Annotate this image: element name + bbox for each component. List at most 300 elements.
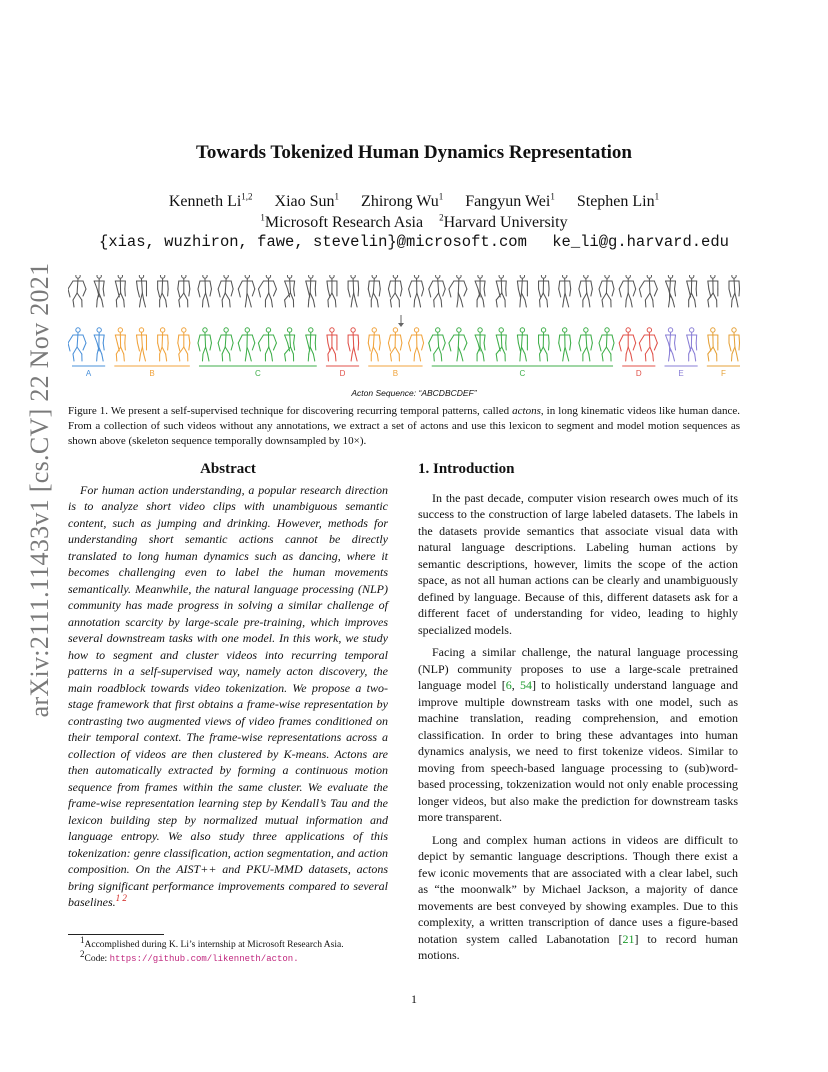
skeleton-figure-segmented bbox=[687, 328, 697, 361]
skeleton-figure-raw bbox=[68, 275, 86, 307]
skeleton-bone bbox=[136, 281, 137, 289]
skeleton-head bbox=[711, 328, 715, 332]
skeleton-bone bbox=[457, 300, 458, 307]
skeleton-bone bbox=[570, 335, 571, 343]
paper-title: Towards Tokenized Human Dynamics Representation bbox=[195, 142, 632, 163]
skeleton-bone bbox=[379, 343, 380, 350]
skeleton-bone bbox=[238, 281, 242, 289]
skeleton-bone bbox=[583, 347, 587, 354]
skeleton-bone bbox=[591, 289, 593, 296]
skeleton-bone bbox=[178, 289, 180, 297]
skeleton-bone bbox=[691, 293, 694, 300]
left-column bbox=[68, 461, 388, 911]
skeleton-bone bbox=[666, 335, 669, 343]
skeleton-bone bbox=[484, 335, 485, 343]
skeleton-bone bbox=[525, 354, 526, 361]
skeleton-bone bbox=[543, 347, 547, 354]
citation-link[interactable]: 6 bbox=[505, 678, 512, 692]
skeleton-bone bbox=[570, 281, 571, 289]
skeleton-bone bbox=[348, 343, 350, 351]
skeleton-bone bbox=[102, 300, 103, 307]
skeleton-bone bbox=[422, 335, 424, 343]
skeleton-bone bbox=[449, 343, 451, 351]
skeleton-bone bbox=[506, 281, 507, 289]
skeleton-bone bbox=[539, 289, 541, 297]
skeleton-bone bbox=[645, 347, 650, 354]
skeleton-bone bbox=[654, 289, 657, 296]
skeleton-bone bbox=[308, 354, 309, 361]
skeleton-bone bbox=[97, 300, 98, 307]
skeleton-bone bbox=[265, 347, 268, 354]
skeleton-bone bbox=[178, 343, 180, 351]
skeleton-bone bbox=[313, 354, 314, 361]
acton-sequence-label: Acton Sequence: “ABCDBCDEF” bbox=[351, 388, 477, 398]
skeleton-bone bbox=[619, 335, 623, 343]
skeleton-bone bbox=[434, 347, 439, 354]
skeleton-head bbox=[245, 275, 249, 278]
skeleton-head bbox=[414, 275, 418, 278]
skeleton-bone bbox=[639, 289, 641, 297]
skeleton-head bbox=[689, 275, 693, 278]
skeleton-bone bbox=[626, 354, 627, 361]
raw-skeleton-row bbox=[68, 275, 740, 307]
code-url-link[interactable]: https://github.com/likenneth/acton. bbox=[109, 954, 299, 964]
skeleton-bone bbox=[271, 300, 272, 307]
skeleton-head bbox=[457, 328, 461, 332]
skeleton-bone bbox=[579, 343, 581, 351]
skeleton-bone bbox=[210, 281, 212, 289]
skeleton-figure-segmented bbox=[429, 328, 446, 361]
skeleton-figure-segmented bbox=[348, 328, 359, 361]
skeleton-bone bbox=[631, 300, 632, 307]
abstract-heading: Abstract bbox=[200, 461, 256, 477]
skeleton-bone bbox=[506, 343, 507, 350]
skeleton-bone bbox=[368, 281, 369, 289]
skeleton-bone bbox=[713, 347, 717, 354]
skeleton-bone bbox=[315, 281, 316, 289]
skeleton-figure-segmented bbox=[475, 328, 485, 361]
skeleton-bone bbox=[579, 281, 581, 289]
skeleton-bone bbox=[520, 293, 521, 300]
skeleton-bone bbox=[654, 343, 657, 350]
segment-label: C bbox=[519, 369, 526, 378]
skeleton-bone bbox=[238, 289, 240, 297]
skeleton-bone bbox=[400, 289, 402, 296]
skeleton-bone bbox=[144, 300, 146, 307]
skeleton-bone bbox=[202, 300, 203, 307]
skeleton-bone bbox=[222, 354, 223, 361]
skeleton-bone bbox=[441, 300, 442, 307]
skeleton-bone bbox=[612, 343, 614, 350]
skeleton-bone bbox=[602, 300, 603, 307]
skeleton-figure-raw bbox=[708, 275, 718, 307]
skeleton-bone bbox=[739, 343, 740, 350]
skeleton-bone bbox=[245, 300, 246, 307]
skeleton-bone bbox=[121, 293, 124, 300]
skeleton-head bbox=[563, 275, 567, 278]
author: Kenneth Li$^{1,2}$ bbox=[168, 191, 253, 210]
skeleton-figure-raw bbox=[136, 275, 146, 307]
skeleton-bone bbox=[737, 354, 738, 361]
skeleton-bone bbox=[269, 293, 272, 300]
skeleton-bone bbox=[400, 343, 402, 350]
skeleton-bone bbox=[567, 354, 569, 361]
skeleton-bone bbox=[371, 347, 373, 354]
skeleton-bone bbox=[358, 281, 359, 289]
skeleton-figure-segmented bbox=[258, 328, 276, 361]
skeleton-figure-segmented bbox=[559, 328, 571, 361]
skeleton-bone bbox=[415, 293, 417, 300]
skeleton-bone bbox=[388, 343, 390, 351]
skeleton-bone bbox=[475, 335, 478, 343]
skeleton-bone bbox=[252, 335, 255, 343]
skeleton-bone bbox=[125, 289, 126, 296]
skeleton-bone bbox=[484, 281, 485, 289]
skeleton-bone bbox=[735, 347, 737, 354]
skeleton-bone bbox=[673, 300, 675, 307]
skeleton-bone bbox=[732, 300, 733, 307]
skeleton-bone bbox=[121, 347, 124, 354]
skeleton-bone bbox=[332, 293, 335, 300]
skeleton-bone bbox=[178, 281, 179, 289]
skeleton-bone bbox=[570, 289, 571, 296]
skeleton-bone bbox=[388, 289, 390, 297]
skeleton-bone bbox=[599, 289, 601, 297]
skeleton-bone bbox=[695, 300, 696, 307]
footnote: $^2$Code: https://github.com/likenneth/acton. bbox=[80, 948, 299, 964]
skeleton-bone bbox=[589, 300, 590, 307]
skeleton-bone bbox=[198, 281, 200, 289]
skeleton-bone bbox=[335, 300, 336, 307]
skeleton-bone bbox=[247, 293, 250, 300]
skeleton-figure-segmented bbox=[115, 328, 125, 361]
skeleton-bone bbox=[708, 354, 709, 361]
skeleton-bone bbox=[639, 335, 644, 343]
skeleton-bone bbox=[103, 343, 104, 350]
skeleton-figure-raw bbox=[475, 275, 485, 307]
skeleton-bone bbox=[306, 335, 308, 343]
skeleton-bone bbox=[68, 335, 73, 343]
skeleton-head bbox=[711, 275, 715, 278]
skeleton-bone bbox=[628, 347, 631, 354]
skeleton-bone bbox=[247, 347, 250, 354]
skeleton-bone bbox=[539, 343, 541, 351]
skeleton-bone bbox=[419, 354, 420, 361]
skeleton-figure-segmented bbox=[666, 328, 676, 361]
skeleton-head bbox=[224, 328, 228, 332]
skeleton-bone bbox=[579, 335, 581, 343]
skeleton-bone bbox=[443, 281, 446, 289]
skeleton-bone bbox=[373, 347, 377, 354]
skeleton-figure-raw bbox=[94, 275, 104, 307]
skeleton-bone bbox=[464, 289, 467, 296]
skeleton-bone bbox=[125, 343, 126, 350]
skeleton-bone bbox=[379, 281, 380, 289]
skeleton-bone bbox=[695, 354, 696, 361]
skeleton-bone bbox=[166, 300, 167, 307]
skeleton-bone bbox=[567, 300, 569, 307]
skeleton-bone bbox=[198, 289, 200, 297]
skeleton-bone bbox=[415, 347, 417, 354]
skeleton-bone bbox=[458, 347, 461, 354]
skeleton-head bbox=[393, 275, 397, 278]
skeleton-head bbox=[478, 275, 482, 278]
skeleton-bone bbox=[168, 343, 169, 350]
skeleton-bone bbox=[377, 300, 378, 307]
skeleton-bone bbox=[521, 293, 525, 300]
segment-label: A bbox=[85, 369, 92, 378]
skeleton-bone bbox=[628, 293, 631, 300]
skeleton-figure-segmented bbox=[218, 328, 233, 361]
skeleton-bone bbox=[675, 335, 676, 343]
skeleton-bone bbox=[327, 335, 328, 343]
skeleton-bone bbox=[587, 347, 589, 354]
skeleton-figure-segmented bbox=[539, 328, 550, 361]
skeleton-bone bbox=[273, 335, 276, 343]
down-arrow-icon bbox=[398, 315, 404, 327]
skeleton-bone bbox=[547, 354, 548, 361]
skeleton-head bbox=[351, 328, 355, 332]
skeleton-bone bbox=[355, 354, 357, 361]
skeleton-figure-raw bbox=[429, 275, 446, 307]
skeleton-bone bbox=[650, 347, 653, 354]
skeleton-bone bbox=[373, 293, 377, 300]
skeleton-bone bbox=[390, 300, 391, 307]
skeleton-bone bbox=[310, 293, 313, 300]
section-heading-introduction: 1. Introduction bbox=[418, 461, 515, 477]
skeleton-figure-raw bbox=[539, 275, 550, 307]
skeleton-bone bbox=[294, 281, 295, 289]
skeleton-figure-segmented bbox=[619, 328, 636, 361]
skeleton-figure-raw bbox=[285, 275, 295, 307]
skeleton-figure-segmented bbox=[94, 328, 104, 361]
skeleton-figure-raw bbox=[496, 275, 506, 307]
skeleton-bone bbox=[520, 354, 521, 361]
skeleton-bone bbox=[294, 343, 295, 350]
skeleton-bone bbox=[422, 343, 424, 350]
citation-link[interactable]: 21 bbox=[622, 931, 635, 946]
skeleton-bone bbox=[464, 335, 467, 343]
skeleton-bone bbox=[210, 343, 212, 350]
skeleton-head bbox=[330, 275, 334, 278]
skeleton-figure-raw bbox=[348, 275, 359, 307]
skeleton-bone bbox=[368, 289, 370, 297]
skeleton-bone bbox=[371, 293, 373, 300]
author: Xiao Sun$^1$ bbox=[274, 191, 340, 210]
skeleton-bone bbox=[443, 343, 446, 350]
skeleton-bone bbox=[231, 289, 233, 296]
skeleton-head bbox=[499, 275, 503, 278]
skeleton-figure-segmented bbox=[409, 328, 424, 361]
skeleton-bone bbox=[327, 281, 328, 289]
skeleton-bone bbox=[354, 293, 356, 300]
skeleton-bone bbox=[591, 335, 593, 343]
skeleton-bone bbox=[332, 347, 335, 354]
skeleton-bone bbox=[563, 354, 564, 361]
skeleton-bone bbox=[739, 281, 740, 289]
skeleton-bone bbox=[591, 343, 593, 350]
skeleton-head bbox=[372, 275, 376, 278]
skeleton-bone bbox=[589, 354, 590, 361]
skeleton-figure-raw bbox=[368, 275, 380, 307]
skeleton-bone bbox=[687, 335, 689, 343]
skeleton-bone bbox=[475, 281, 478, 289]
skeleton-bone bbox=[225, 347, 229, 354]
skeleton-bone bbox=[429, 289, 431, 297]
skeleton-bone bbox=[645, 293, 650, 300]
skeleton-bone bbox=[583, 293, 587, 300]
skeleton-bone bbox=[115, 281, 117, 289]
skeleton-figure-raw bbox=[666, 275, 676, 307]
segment-labels bbox=[86, 369, 726, 378]
skeleton-head bbox=[266, 275, 270, 278]
skeleton-bone bbox=[328, 289, 330, 297]
skeleton-bone bbox=[225, 293, 229, 300]
skeleton-bone bbox=[591, 281, 593, 289]
skeleton-bone bbox=[645, 354, 646, 361]
skeleton-head bbox=[203, 275, 207, 278]
skeleton-bone bbox=[713, 293, 717, 300]
skeleton-head bbox=[351, 275, 355, 278]
skeleton-head bbox=[118, 275, 122, 278]
citation-link[interactable]: 54 bbox=[519, 678, 532, 692]
skeleton-figure-segmented bbox=[327, 328, 337, 361]
skeleton-bone bbox=[633, 343, 636, 350]
skeleton-bone bbox=[654, 335, 657, 343]
skeleton-bone bbox=[230, 300, 231, 307]
skeleton-bone bbox=[549, 343, 550, 350]
skeleton-bone bbox=[355, 300, 357, 307]
skeleton-bone bbox=[189, 335, 190, 343]
skeleton-figure-raw bbox=[178, 275, 190, 307]
skeleton-bone bbox=[83, 335, 86, 343]
skeleton-bone bbox=[137, 289, 139, 297]
skeleton-bone bbox=[368, 343, 370, 351]
skeleton-bone bbox=[328, 354, 329, 361]
skeleton-bone bbox=[559, 281, 560, 289]
skeleton-bone bbox=[328, 343, 330, 351]
skeleton-bone bbox=[639, 343, 641, 351]
skeleton-bone bbox=[739, 335, 740, 343]
skeleton-figure bbox=[68, 275, 748, 390]
skeleton-bone bbox=[517, 281, 518, 289]
skeleton-head bbox=[668, 328, 672, 332]
skeleton-bone bbox=[599, 335, 602, 343]
skeleton-head bbox=[436, 275, 440, 278]
skeleton-bone bbox=[142, 293, 143, 300]
skeleton-bone bbox=[203, 347, 206, 354]
footnote-marks[interactable]: 1 2 bbox=[115, 893, 127, 903]
skeleton-bone bbox=[291, 293, 294, 300]
skeleton-figure-segmented bbox=[285, 328, 295, 361]
skeleton-bone bbox=[249, 354, 251, 361]
skeleton-bone bbox=[273, 289, 276, 296]
abstract-body: For human action understanding, a popular research direction is to analyze short video clips with unambiguous semantic content, such as jumping and drinking. However, methods for understanding short semantic actions cannot be directly translated to long human dynamics such as dancing, where it becomes challenging even to label the human movements semantically. Meanwhile, the natural language processing (NLP) community has made progress in solving a similar challenge of annotation scarcity by large-scale pre-training, which improves several downstream tasks with one model. In this work, we study how to segment and cluster videos into recurring temporal patterns in a self-supervised way, namely acton discovery, the main roadblock towards video tokenization. We propose a two-stage framework that first obtains a frame-wise representation by contrasting two augmented views of video frames conditioned on their temporal context. The frame-wise representations across a collection of videos are then clustered by K-means. Actons are then automatically extracted by forming a continuous motion sequence from frames within the same cluster. We evaluate the frame-wise representation learning step by Kendall’s Tau and the lexicon building step by normalized mutual information and language entropy. We also study three applications of this tokenization: genre classification, action segmentation, and action composition. On the AIST++ and PKU-MMD datasets, actons bring significant performance improvements compared to several baselines.$^{1 2}$ bbox=[68, 482, 388, 909]
skeleton-bone bbox=[696, 289, 697, 296]
skeleton-bone bbox=[273, 281, 276, 289]
skeleton-head bbox=[541, 328, 545, 332]
skeleton-head bbox=[393, 328, 397, 332]
skeleton-head bbox=[626, 328, 630, 332]
skeleton-figure-segmented bbox=[158, 328, 169, 361]
skeleton-bone bbox=[549, 335, 550, 343]
skeleton-bone bbox=[439, 293, 442, 300]
skeleton-bone bbox=[291, 347, 294, 354]
skeleton-head bbox=[647, 275, 651, 278]
skeleton-bone bbox=[271, 354, 272, 361]
skeleton-bone bbox=[252, 281, 255, 289]
skeleton-bone bbox=[633, 289, 636, 296]
skeleton-bone bbox=[252, 343, 255, 350]
skeleton-bone bbox=[166, 354, 167, 361]
skeleton-bone bbox=[206, 293, 208, 300]
skeleton-bone bbox=[464, 343, 467, 350]
skeleton-bone bbox=[464, 281, 467, 289]
skeleton-bone bbox=[458, 293, 461, 300]
skeleton-bone bbox=[68, 343, 70, 351]
skeleton-bone bbox=[137, 343, 139, 351]
skeleton-bone bbox=[245, 354, 246, 361]
skeleton-figure-segmented bbox=[517, 328, 527, 361]
skeleton-bone bbox=[168, 289, 169, 296]
skeleton-figure-raw bbox=[449, 275, 467, 307]
skeleton-bone bbox=[230, 354, 231, 361]
skeleton-bone bbox=[612, 281, 614, 289]
skeleton-bone bbox=[739, 289, 740, 296]
skeleton-figure-raw bbox=[258, 275, 276, 307]
segment-label: B bbox=[149, 369, 155, 378]
skeleton-bone bbox=[94, 281, 97, 289]
skeleton-head bbox=[76, 275, 80, 278]
skeleton-bone bbox=[294, 335, 295, 343]
skeleton-bone bbox=[449, 281, 454, 289]
skeleton-bone bbox=[587, 293, 589, 300]
skeleton-bone bbox=[158, 289, 160, 297]
skeleton-bone bbox=[285, 354, 286, 361]
affiliation: $^1$Microsoft Research Asia bbox=[260, 212, 424, 231]
skeleton-bone bbox=[258, 343, 260, 351]
skeleton-bone bbox=[77, 347, 82, 354]
skeleton-head bbox=[287, 275, 291, 278]
skeleton-bone bbox=[409, 343, 411, 351]
skeleton-head bbox=[245, 328, 249, 332]
skeleton-bone bbox=[252, 289, 255, 296]
skeleton-bone bbox=[732, 347, 735, 354]
skeleton-figure-raw bbox=[517, 275, 527, 307]
skeleton-bone bbox=[543, 293, 547, 300]
skeleton-bone bbox=[116, 300, 117, 307]
skeleton-bone bbox=[602, 354, 603, 361]
skeleton-bone bbox=[125, 335, 126, 343]
skeleton-bone bbox=[612, 335, 614, 343]
figure-caption: Figure 1. We present a self-supervised technique for discovering recurring temporal patterns, called actons, in long kinematic videos like human dance. From a collection of such videos without any annotations, we extract a set of actons and use this lexicon to segment and model motion sequences as shown above (skeleton sequence temporally downsampled by 10×). bbox=[68, 405, 740, 447]
skeleton-bone bbox=[461, 354, 463, 361]
skeleton-bone bbox=[162, 347, 166, 354]
segment-label: E bbox=[678, 369, 684, 378]
skeleton-bone bbox=[68, 289, 70, 297]
skeleton-head bbox=[309, 328, 313, 332]
segment-label: F bbox=[720, 369, 726, 378]
skeleton-bone bbox=[218, 335, 221, 343]
skeleton-bone bbox=[218, 343, 220, 351]
skeleton-bone bbox=[434, 293, 439, 300]
skeleton-bone bbox=[358, 343, 359, 350]
skeleton-bone bbox=[218, 289, 220, 297]
skeleton-bone bbox=[441, 354, 442, 361]
skeleton-bone bbox=[429, 343, 431, 351]
skeleton-bone bbox=[439, 347, 442, 354]
skeleton-bone bbox=[265, 293, 268, 300]
